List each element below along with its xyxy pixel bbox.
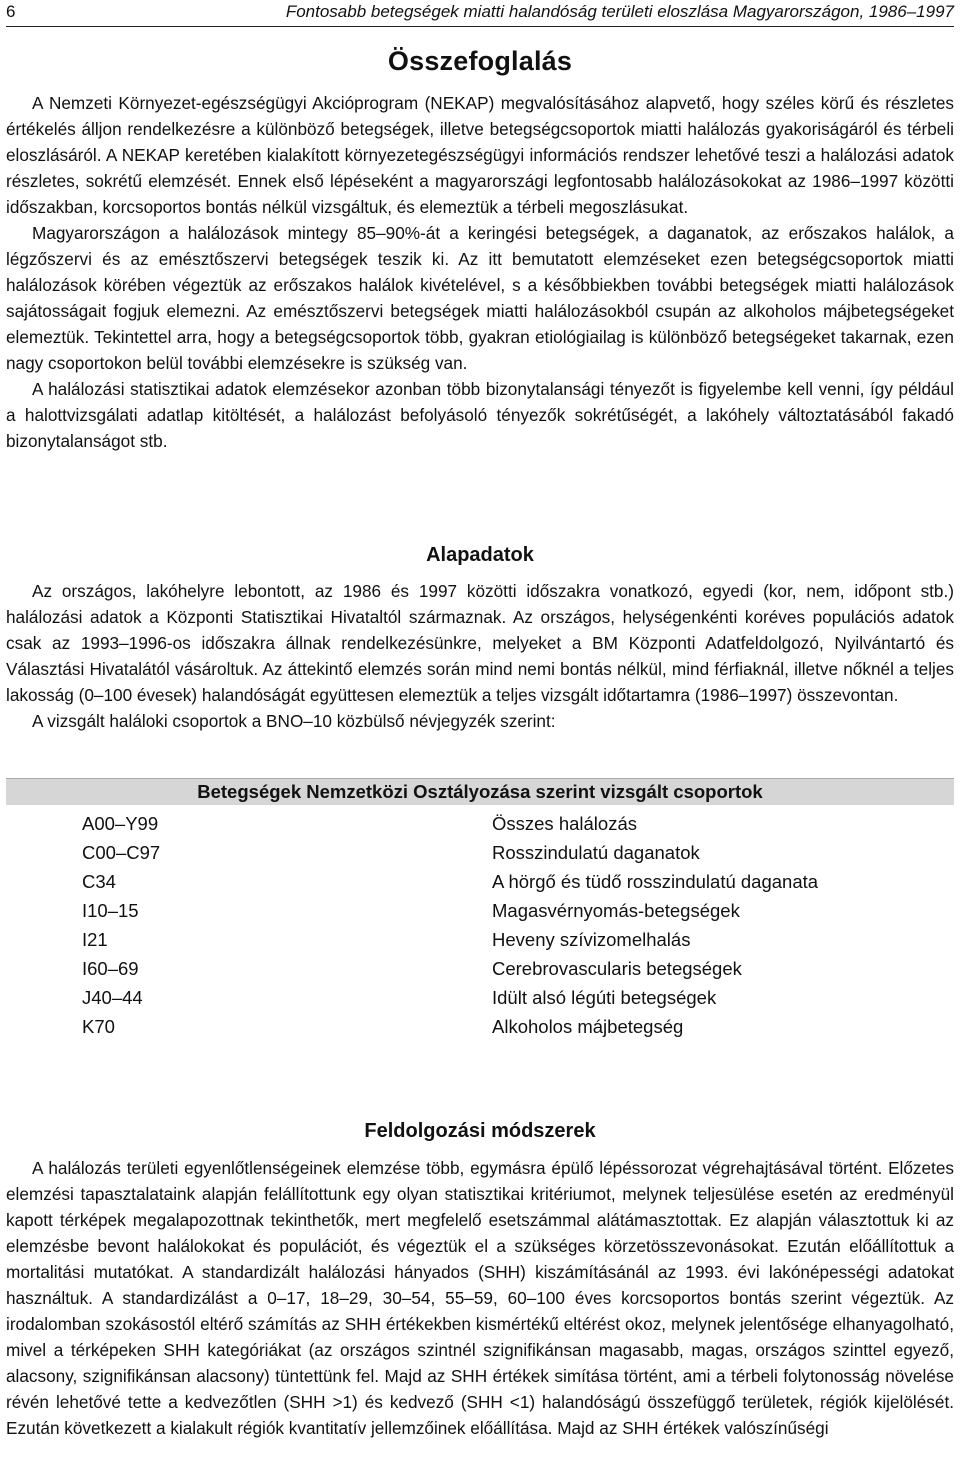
- group-code: I10–15: [82, 900, 139, 921]
- group-description: A hörgő és tüdő rosszindulatú daganata: [492, 871, 819, 892]
- table-row: [6, 809, 954, 838]
- alapadatok-section: [6, 578, 954, 734]
- table-row: [6, 1012, 954, 1041]
- feldolgozas-heading: Feldolgozási módszerek: [364, 1120, 596, 1142]
- disease-groups-table: [6, 778, 954, 1041]
- group-description: Idült alsó légúti betegségek: [492, 987, 717, 1008]
- group-code: C34: [82, 871, 116, 892]
- feldolgozas-section: [6, 1155, 954, 1441]
- page-title: Összefoglalás: [387, 46, 573, 76]
- group-code: A00–Y99: [82, 813, 159, 834]
- group-description: Összes halálozás: [492, 813, 637, 834]
- group-code: J40–44: [82, 987, 143, 1008]
- running-title: Fontosabb betegségek miatti halandóság területi eloszlása Magyarországon, 1986–1997: [285, 2, 954, 21]
- page-number: 6: [6, 2, 16, 21]
- summary-paragraph-2: Magyarországon a halálozások mintegy 85–90%-át a keringési betegségek, a daganatok, az erőszakos halálok, a légzőszervi és az emésztőszervi betegségek teszik ki. Az itt bemutatott elemzéseket ezen betegségcsoportok miatti halálozások körében végeztük az erőszakos halálok kivételével, s a későbbiekben további betegségek miatti halálozások sajátosságait fogjuk elemezni. Az emésztőszervi betegségek miatti halálozásokból csupán az alkoholos májbetegségeket elemeztük. Tekintettel arra, hogy a betegségcsoportok több, gyakran etiológiailag is különböző betegségeket takarnak, ezen nagy csoportokon belül további elemzésekre is szükség van.: [6, 223, 954, 373]
- running-header: [6, 0, 954, 24]
- group-code: I60–69: [82, 958, 139, 979]
- group-description: Heveny szívizomelhalás: [492, 929, 691, 950]
- group-description: Rosszindulatú daganatok: [492, 842, 700, 863]
- table-title: Betegségek Nemzetközi Osztályozása szerint vizsgált csoportok: [6, 778, 954, 805]
- summary-paragraph-1: A Nemzeti Környezet-egészségügyi Akcióprogram (NEKAP) megvalósításához alapvető, hogy széles körű és részletes értékelés álljon rendelkezésre a különböző betegségek, illetve betegségcsoportok miatti halálozás gyakoriságáról és térbeli eloszlásáról. A NEKAP keretében kialakított környezetegészségügyi információs rendszer lehetővé teszi a halálozási adatok részletes, sokrétű elemzését. Ennek első lépéseként a magyarországi legfontosabb halálozásokokat az 1986–1997 közötti időszakban, korcsoportos bontás nélkül vizsgáltuk, és elemeztük a térbeli megoszlásukat.: [6, 93, 954, 217]
- table-row: [6, 896, 954, 925]
- group-code: C00–C97: [82, 842, 161, 863]
- table-row: [6, 954, 954, 983]
- group-code: I21: [82, 929, 108, 950]
- header-rule: [6, 26, 954, 27]
- summary-paragraph-3: A halálozási statisztikai adatok elemzésekor azonban több bizonytalansági tényezőt is figyelembe kell venni, így például a halottvizsgálati adatlap kitöltését, a halálozást befolyásoló tényezők sokrétűségét, a lakóhely változtatásából fakadó bizonytalanságot stb.: [6, 379, 954, 451]
- feldolgozas-paragraph-1: A halálozás területi egyenlőtlenségeinek elemzése több, egymásra épülő lépéssorozat végrehajtásával történt. Előzetes elemzési tapasztalataink alapján felállítottunk egy olyan statisztikai kritériumot, melynek teljesülése esetén az eredményül kapott térképek megalapozottnak tekinthetők, mert megfelelő esetszámmal alátámasztottak. Ez alapján választottuk ki az elemzésbe bevont halálokokat és populációt, és végeztük el a szükséges körzetösszevonásokat. Ezután előállítottuk a mortalitási mutatókat. A standardizált halálozási hányados (SHH) kiszámításánál az 1993. évi lakónépességi adatokat használtuk. A standardizálást a 0–17, 18–29, 30–54, 55–59, 60–100 éves korcsoportos bontás szerint végeztük. Az irodalomban szokásostól eltérő számítás az SHH értékekben kismértékű eltérést okoz, melynek jelentősége elhanyagolható, mivel a térképeken SHH kategóriákat (az országos szintnél szignifikánsan magasabb, magas, országos szinttel egyező, alacsony, szignifikánsan alacsony) tüntettünk fel. Majd az SHH értékek simítása történt, ami a térbeli folytonosság növelése révén lehetővé tette a kedvezőtlen (SHH >1) és kedvező (SHH <1) halandóságú összefüggő területek, régiók kijelölését. Ezután következett a kialakult régiók kvantitatív jellemzőinek előállítása. Majd az SHH értékek valószínűségi: [6, 1158, 954, 1438]
- group-description: Cerebrovascularis betegségek: [492, 958, 742, 979]
- table-row: [6, 925, 954, 954]
- table-row: [6, 838, 954, 867]
- table-row: [6, 983, 954, 1012]
- summary-section: [6, 90, 954, 454]
- group-description: Alkoholos májbetegség: [492, 1016, 684, 1037]
- group-description: Magasvérnyomás-betegségek: [492, 900, 740, 921]
- alapadatok-paragraph-1: Az országos, lakóhelyre lebontott, az 1986 és 1997 közötti időszakra vonatkozó, egyedi (kor, nem, időpont stb.) halálozási adatok a Központi Statisztikai Hivataltól származnak. Az országos, helységenkénti koréves populációs adatok csak az 1993–1996-os időszakra állnak rendelkezésünkre, melyeket a BM Központi Adatfeldolgozó, Nyilvántartó és Választási Hivatalától vásároltuk. Az áttekintő elemzés során mind nemi bontás nélkül, mind férfiaknál, illetve nőknél a teljes lakosság (0–100 évesek) halandóságát együttesen elemeztük a teljes vizsgált időtartamra (1986–1997) összevontan.: [6, 581, 954, 705]
- alapadatok-heading: Alapadatok: [426, 544, 534, 566]
- alapadatok-paragraph-2: A vizsgált haláloki csoportok a BNO–10 közbülső névjegyzék szerint:: [32, 711, 556, 731]
- group-code: K70: [82, 1016, 115, 1037]
- table-row: [6, 867, 954, 896]
